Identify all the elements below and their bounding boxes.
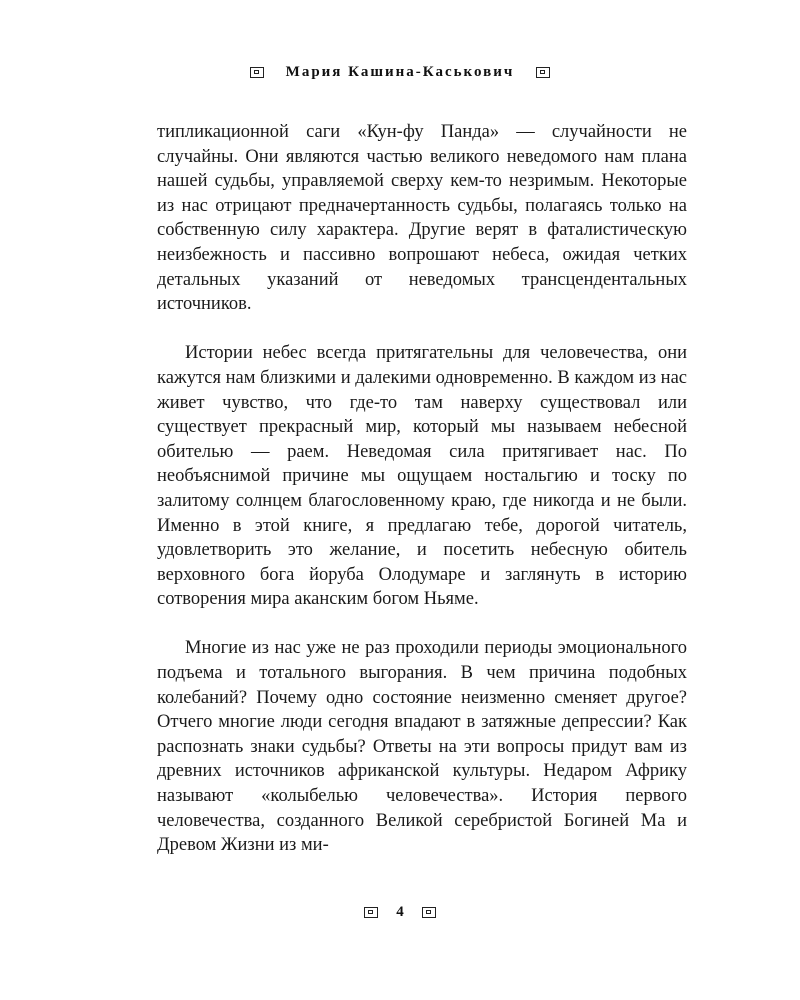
square-ornament-icon (364, 907, 378, 918)
running-header (0, 64, 800, 81)
paragraph: Истории небес всегда притягательны для человечества, они кажутся нам близкими и далекими одновременно. В каждом из нас живет чувство, что где-то там наверху существовал или существует прекрасный мир, который мы называем небесной обителью — раем. Неведомая сила притягивает нас. По необъяснимой причине мы ощущаем ностальгию и тоску по залитому солнцем благословенному краю, где никогда и не были. Именно в этой книге, я предлагаю тебе, дорогой читатель, удовлетворить это желание, и посетить небесную обитель верховного бога йоруба Олодумаре и заглянуть в историю сотворения мира аканским богом Ньяме. (157, 343, 687, 610)
page-footer (0, 904, 800, 921)
square-ornament-icon (536, 67, 550, 78)
paragraph-continued: типликационной саги «Кун-фу Панда» — случайности не случайны. Они являются частью великого неведомого нам плана нашей судьбы, управляемой сверху кем-то незримым. Некоторые из нас отрицают предначертанность судьбы, полагаясь только на собственную силу характера. Другие верят в фаталистическую неизбежность и пассивно вопрошают небеса, ожидая четких детальных указаний от неведомых трансцендентальных источников. (157, 122, 687, 315)
page-body (157, 120, 687, 858)
page-number: 4 (396, 904, 404, 920)
square-ornament-icon (250, 67, 264, 78)
paragraph: Многие из нас уже не раз проходили периоды эмоционального подъема и тотального выгорания. В чем причина подобных колебаний? Почему одно состояние неизменно сменяет другое? Отчего многие люди сегодня впадают в затяжные депрессии? Как распознать знаки судьбы? Ответы на эти вопросы придут вам из древних источников африканской культуры. Недаром Африку называют «колыбелью человечества». История первого человечества, созданного Великой серебристой Богиней Ма и Древом Жизни из ми- (157, 638, 687, 856)
square-ornament-icon (422, 907, 436, 918)
author-name: Мария Кашина-Каськович (285, 64, 515, 80)
